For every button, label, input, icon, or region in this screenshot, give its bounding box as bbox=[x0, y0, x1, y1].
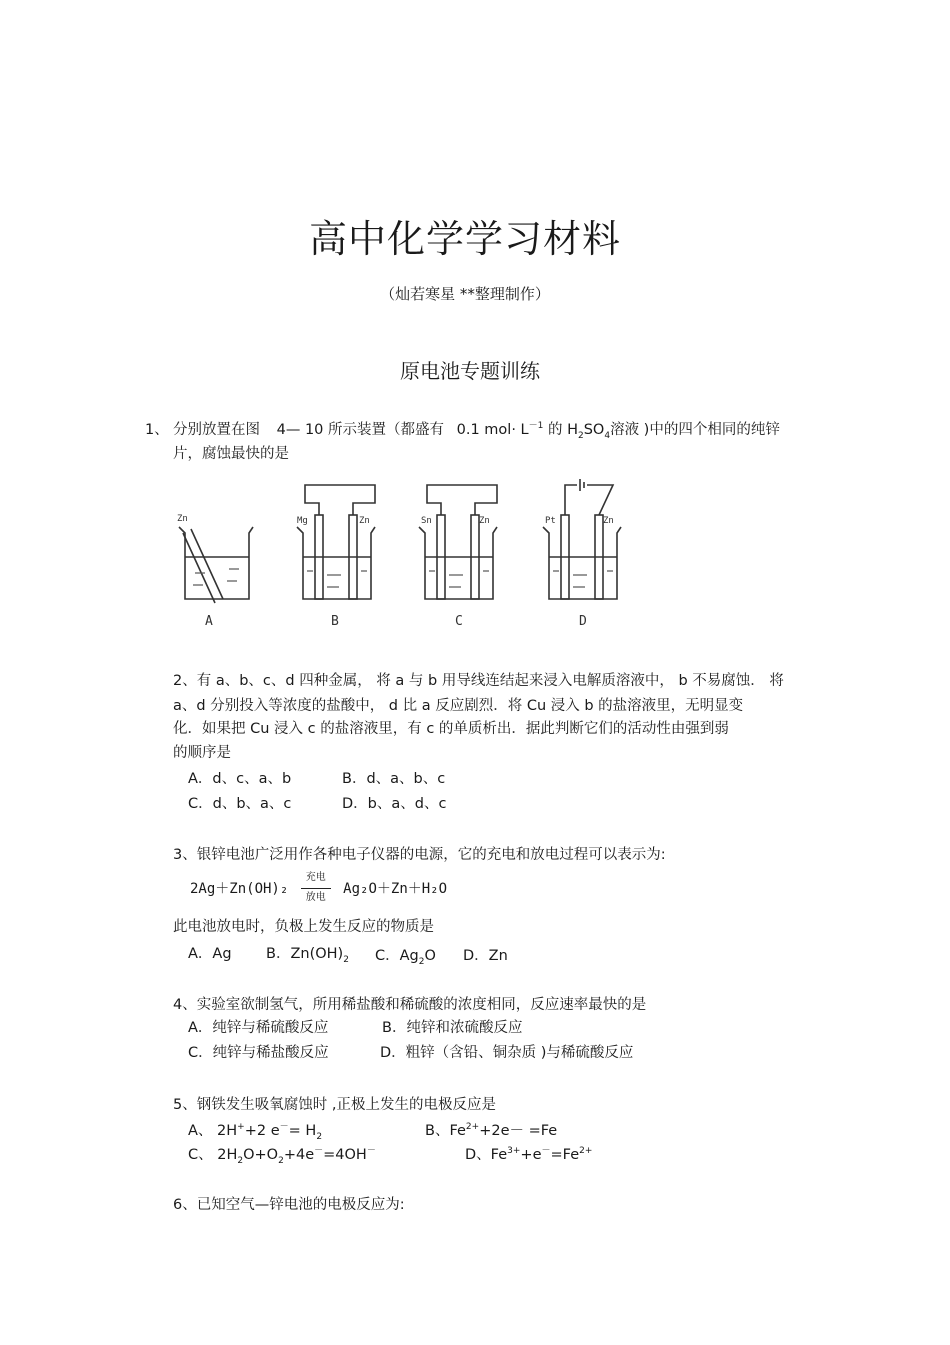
q3-equation bbox=[190, 872, 447, 906]
label-zn-d: Zn bbox=[603, 516, 614, 526]
q2-line2: a、d 分别投入等浓度的盐酸中， d 比 a 反应剧烈．将 Cu 浸入 b 的盐溶液里，无明显变 bbox=[173, 698, 744, 714]
caption-d: D bbox=[579, 614, 587, 629]
caption-c: C bbox=[455, 614, 463, 629]
q2-line1: 2、有 a、b、c、d 四种金属， 将 a 与 b 用导线连结起来浸入电解质溶液中， b 不易腐蚀． 将 bbox=[173, 673, 784, 689]
arrow-top-label: 充电 bbox=[305, 872, 326, 883]
q3-option-c: C．$Ag_2O$ bbox=[375, 948, 436, 967]
q2-option-c: C．d、b、a、c bbox=[188, 796, 292, 812]
label-zn-a: Zn bbox=[177, 514, 188, 524]
q5-option-c: C、 $2H_2O+O_2+4e^-=4OH^-$ bbox=[188, 1146, 376, 1166]
q2-option-b: B．d、a、b、c bbox=[342, 771, 446, 787]
q4-line1: 4、实验室欲制氢气，所用稀盐酸和稀硫酸的浓度相同，反应速率最快的是 bbox=[173, 997, 647, 1013]
q5-option-d: D、$Fe^{3+}+e^-=Fe^{2+}$ bbox=[465, 1146, 593, 1163]
q5-option-a: A、 2H++2 $e^-= H_2$ bbox=[188, 1122, 323, 1142]
q5-line1: 5、钢铁发生吸氧腐蚀时 ,正极上发生的电极反应是 bbox=[173, 1097, 496, 1113]
q4-option-a: A．纯锌与稀硫酸反应 bbox=[188, 1020, 329, 1036]
q4-option-b: B．纯锌和浓硫酸反应 bbox=[382, 1020, 523, 1036]
q6-line1: 6、已知空气—锌电池的电极反应为: bbox=[173, 1197, 405, 1213]
q4-option-c: C．纯锌与稀盐酸反应 bbox=[188, 1045, 329, 1061]
q2-line4: 的顺序是 bbox=[173, 745, 231, 761]
q2-line3: 化．如果把 Cu 浸入 c 的盐溶液里，有 c 的单质析出．据此判断它们的活动性由强到弱 bbox=[173, 721, 729, 737]
q1-number: 1、 bbox=[145, 422, 169, 438]
label-mg-b: Mg bbox=[297, 516, 308, 526]
q3-line2: 此电池放电时，负极上发生反应的物质是 bbox=[173, 919, 434, 935]
page-title: 高中化学学习材料 bbox=[308, 217, 621, 261]
label-zn-c: Zn bbox=[479, 516, 490, 526]
q4-option-d: D．粗锌（含铅、铜杂质 )与稀硫酸反应 bbox=[380, 1045, 634, 1061]
equation-reactants: 2Ag＋Zn(OH)₂ bbox=[190, 881, 289, 897]
q2-option-d: D．b、a、d、c bbox=[342, 796, 447, 812]
q1-line1: 分别放置在图 4— 10 所示装置（都盛有 0.1 $mol\cdot L^{-1}$ 的 $H_2SO_4$溶液 )中的四个相同的纯锌 bbox=[173, 421, 780, 441]
section-title: 原电池专题训练 bbox=[400, 359, 540, 383]
arrow-bottom-label: 放电 bbox=[305, 892, 326, 903]
reversible-arrow bbox=[299, 872, 333, 906]
label-sn-c: Sn bbox=[421, 516, 432, 526]
q2-option-a: A．d、c、a、b bbox=[188, 771, 292, 787]
label-pt-d: Pt bbox=[545, 516, 556, 526]
equation-products: Ag₂O＋Zn＋H₂O bbox=[343, 881, 448, 897]
label-zn-b: Zn bbox=[359, 516, 370, 526]
apparatus-figure bbox=[165, 475, 625, 635]
caption-b: B bbox=[331, 614, 339, 629]
q3-option-a: A．Ag bbox=[188, 946, 232, 962]
q3-line1: 3、银锌电池广泛用作各种电子仪器的电源，它的充电和放电过程可以表示为: bbox=[173, 847, 666, 863]
caption-a: A bbox=[205, 614, 213, 629]
page-subtitle: （灿若寒星 **整理制作） bbox=[380, 285, 550, 303]
q3-option-d: D．Zn bbox=[463, 948, 508, 964]
q3-option-b: B．$Zn(OH)_2$ bbox=[266, 946, 349, 965]
q1-line2: 片，腐蚀最快的是 bbox=[173, 446, 289, 462]
q5-option-b: B、$Fe^{2+}+2e- =Fe$ bbox=[425, 1122, 558, 1139]
